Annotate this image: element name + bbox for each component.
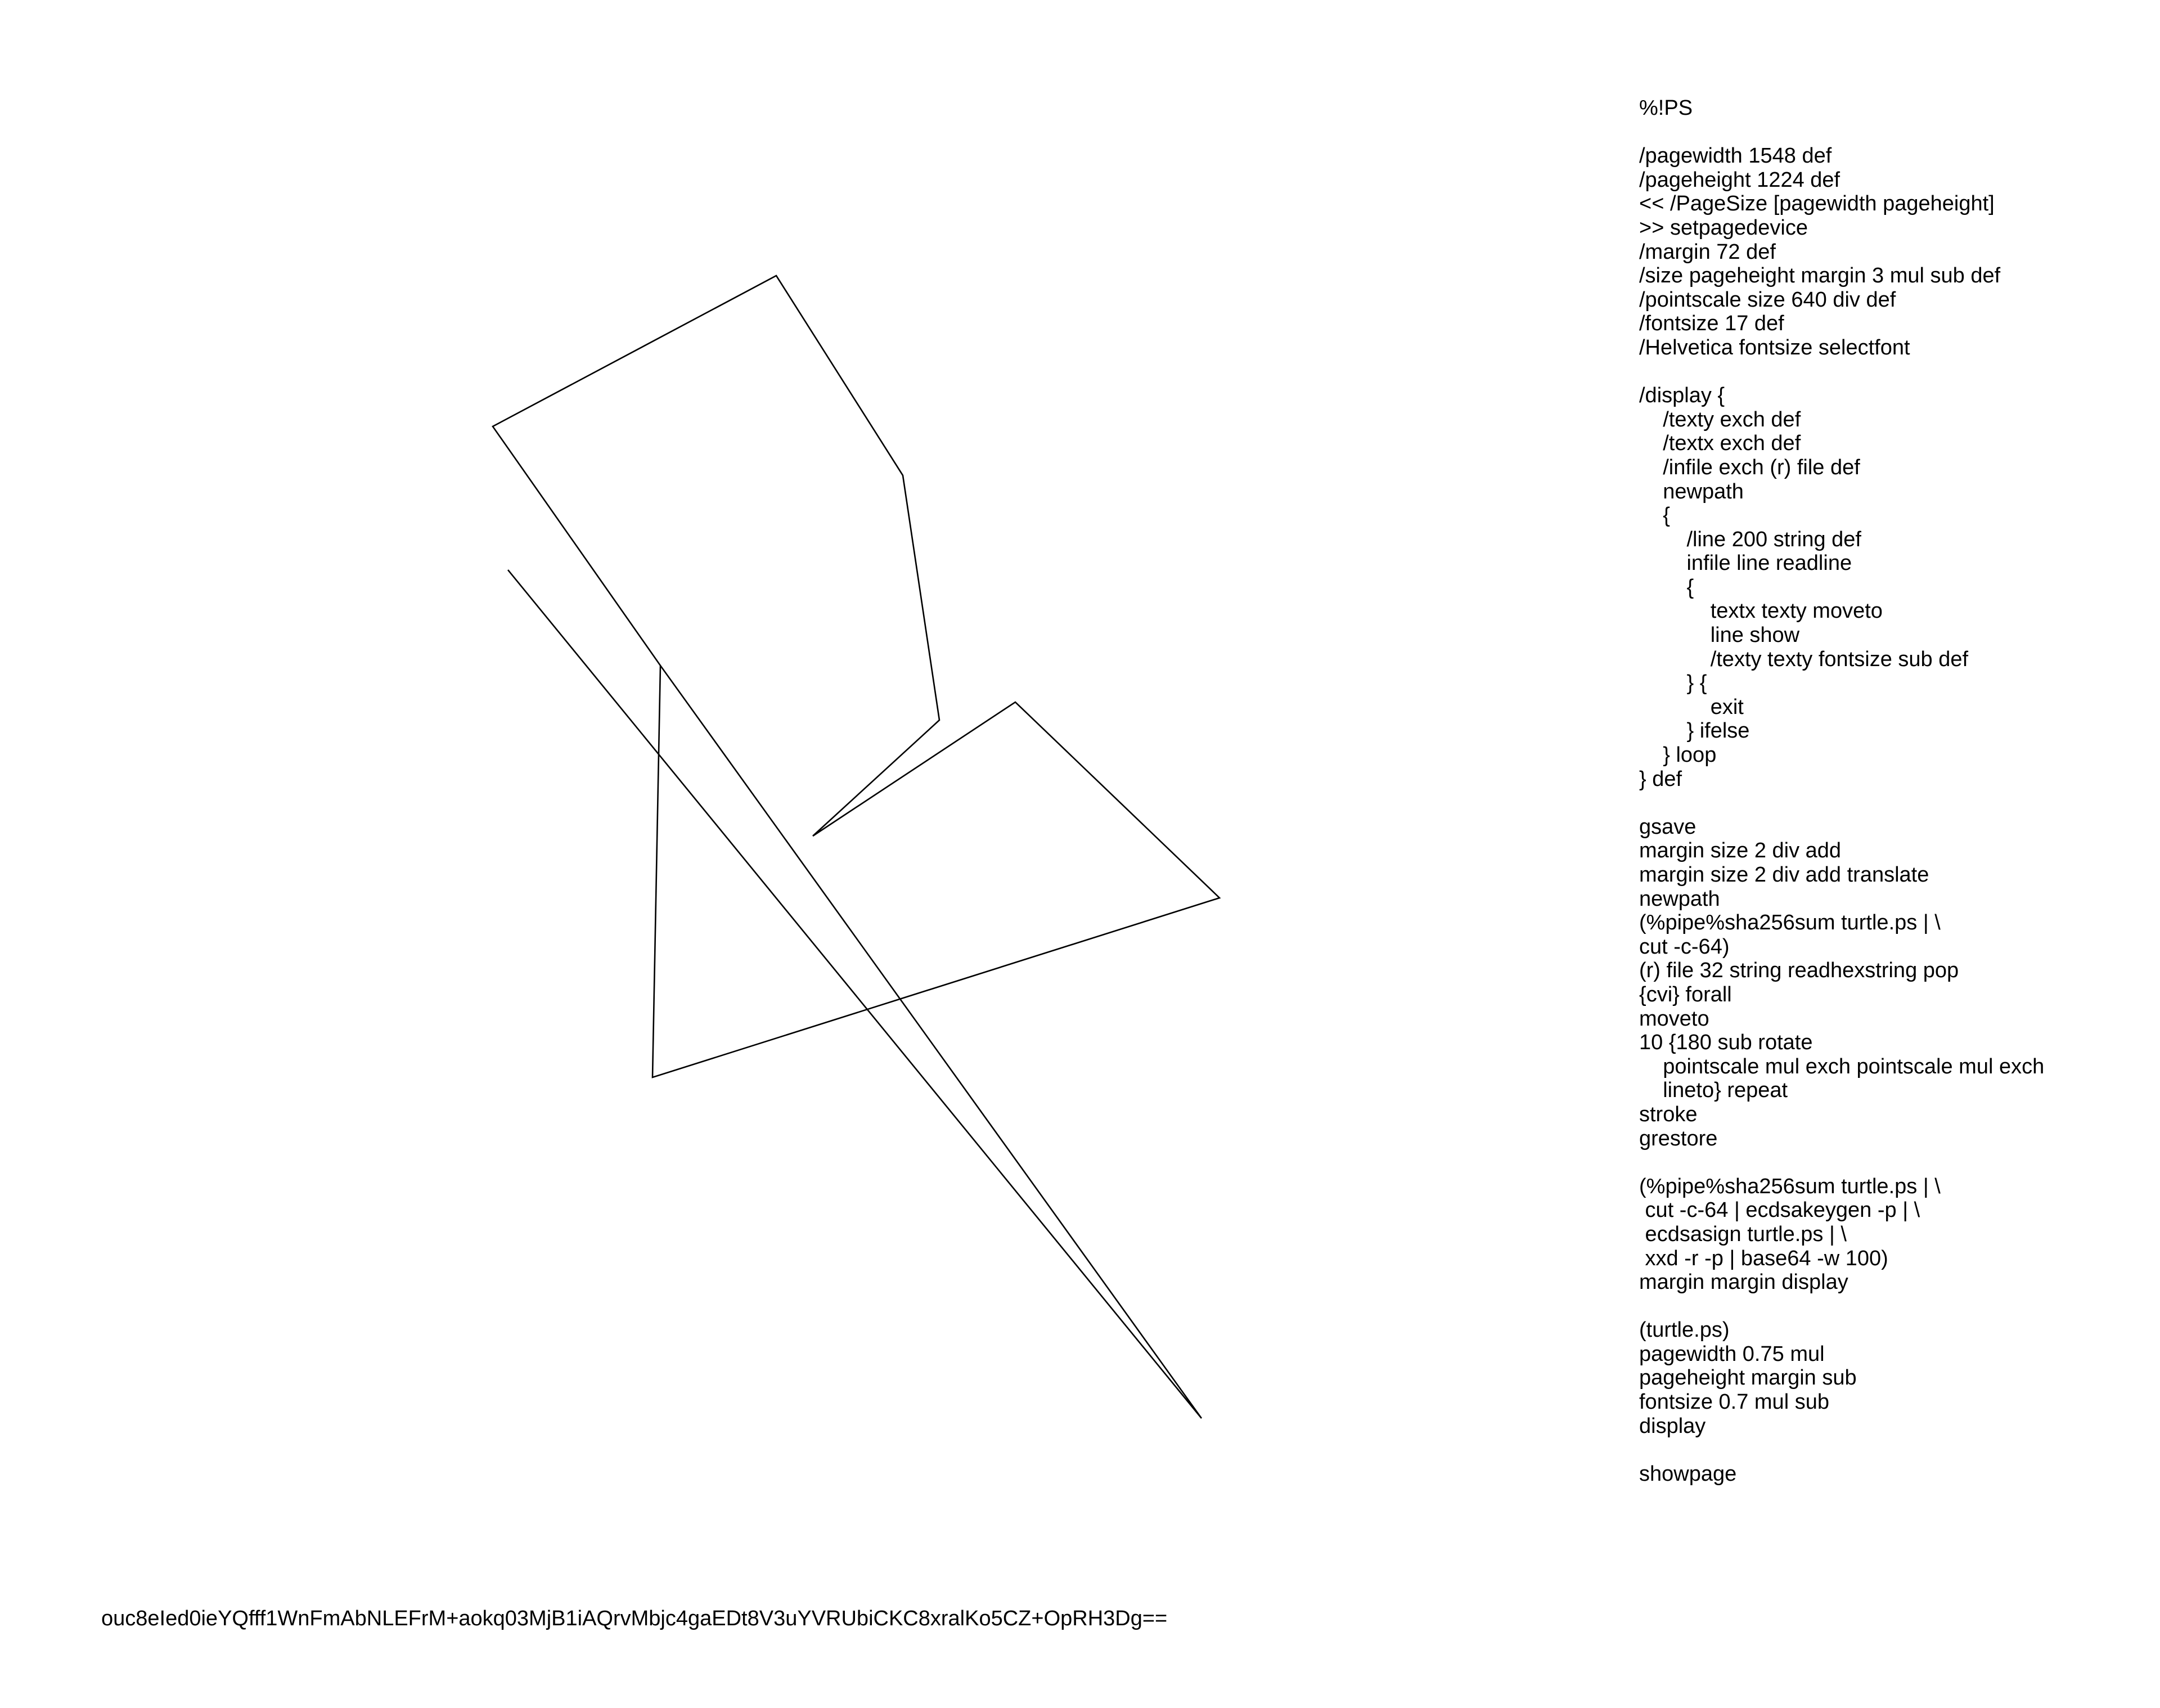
source-line: display [1639,1414,1706,1438]
source-line: pagewidth 0.75 mul [1639,1342,1825,1366]
source-line: lineto} repeat [1639,1078,1788,1103]
source-line: {cvi} forall [1639,982,1732,1006]
source-line [1639,120,2044,145]
source-line: moveto [1639,1006,1709,1031]
source-line: 10 {180 sub rotate [1639,1031,1813,1055]
source-line: fontsize 0.7 mul sub [1639,1390,1829,1414]
source-line: newpath [1639,887,1720,911]
source-line: /texty texty fontsize sub def [1639,647,1969,671]
source-line: line show [1639,623,1800,648]
source-line: } { [1639,671,1707,695]
source-line: } loop [1639,743,1717,767]
source-line: /pageheight 1224 def [1639,168,1840,192]
source-line [1639,360,2044,384]
source-line: /size pageheight margin 3 mul sub def [1639,264,2001,288]
source-line: } ifelse [1639,719,1750,743]
source-line: gsave [1639,815,1696,839]
source-line: (r) file 32 string readhexstring pop [1639,959,1959,983]
source-line: (turtle.ps) [1639,1318,1730,1342]
source-line: /texty exch def [1639,407,1801,432]
source-line: << /PageSize [pagewidth pageheight] [1639,192,1995,216]
source-line: exit [1639,695,1744,719]
source-line: /margin 72 def [1639,240,1776,264]
source-line: infile line readline [1639,551,1852,576]
source-line: >> setpagedevice [1639,215,1808,240]
source-line: margin size 2 div add [1639,839,1842,863]
source-line: /pagewidth 1548 def [1639,144,1832,168]
source-line: xxd -r -p | base64 -w 100) [1639,1246,1888,1270]
source-line: /display { [1639,384,1725,408]
source-line: { [1639,575,1694,599]
source-line: margin margin display [1639,1270,1848,1295]
source-line [1639,1150,2044,1175]
source-line: cut -c-64) [1639,934,1730,959]
turtle-path [493,276,1220,1418]
source-line: textx texty moveto [1639,599,1883,623]
source-line: stroke [1639,1102,1698,1126]
source-line: newpath [1639,479,1744,504]
source-line [1639,1438,2044,1462]
signature-base64: ouc8eIed0ieYQfff1WnFmAbNLEFrM+aokq03MjB1iAQrvMbjc4gaEDt8V3uYVRUbiCKC8xralKo5CZ+OpRH3Dg== [101,1607,1168,1630]
source-line: /textx exch def [1639,432,1801,456]
source-line: pageheight margin sub [1639,1366,1857,1390]
source-line: } def [1639,767,1682,791]
postscript-source-listing [1639,96,2044,1486]
source-line: %!PS [1639,96,1693,120]
source-line: { [1639,504,1670,528]
source-line [1639,1295,2044,1319]
source-line: cut -c-64 | ecdsakeygen -p | \ [1639,1198,1920,1222]
source-line [1639,791,2044,815]
source-line: (%pipe%sha256sum turtle.ps | \ [1639,1174,1941,1198]
source-line: margin size 2 div add translate [1639,863,1929,887]
source-line: pointscale mul exch pointscale mul exch [1639,1054,2045,1078]
source-line: /line 200 string def [1639,527,1861,551]
source-line: /infile exch (r) file def [1639,455,1860,479]
source-line: (%pipe%sha256sum turtle.ps | \ [1639,911,1941,935]
source-line: showpage [1639,1462,1737,1486]
source-line: /pointscale size 640 div def [1639,287,1896,312]
source-line: grestore [1639,1126,1718,1150]
source-line: /Helvetica fontsize selectfont [1639,335,1910,359]
source-line: ecdsasign turtle.ps | \ [1639,1222,1847,1246]
source-line: /fontsize 17 def [1639,312,1784,336]
